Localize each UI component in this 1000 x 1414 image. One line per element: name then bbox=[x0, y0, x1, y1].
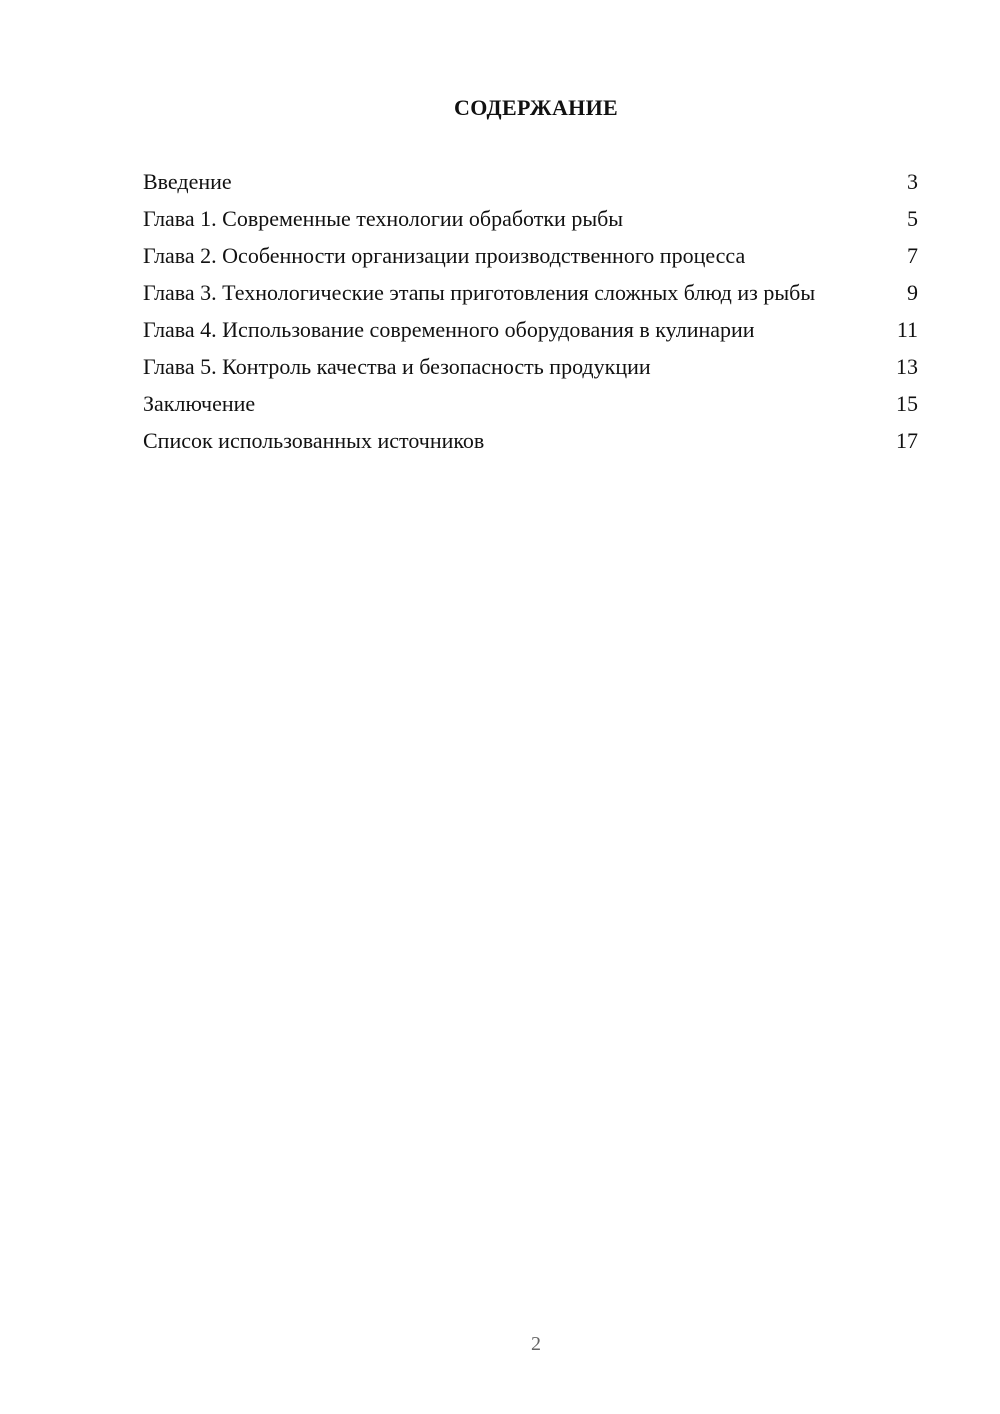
toc-entry-text: Заключение bbox=[143, 391, 256, 416]
toc-title: СОДЕРЖАНИЕ bbox=[454, 95, 618, 120]
toc-entry-text: Глава 5. Контроль качества и безопасность продукции bbox=[143, 354, 651, 379]
toc-entry-chapter-4 bbox=[143, 316, 918, 343]
table-of-contents bbox=[143, 168, 918, 464]
toc-entry-introduction bbox=[143, 168, 918, 195]
toc-entry-text: Глава 1. Современные технологии обработки рыбы bbox=[143, 206, 624, 231]
toc-entry-text: Введение bbox=[143, 169, 232, 194]
toc-entry-page: 5 bbox=[907, 206, 918, 231]
toc-entry-chapter-3 bbox=[143, 279, 918, 306]
toc-entry-page: 17 bbox=[896, 428, 918, 453]
toc-entry-conclusion bbox=[143, 390, 918, 417]
toc-entry-page: 13 bbox=[896, 354, 918, 379]
toc-entry-chapter-1 bbox=[143, 205, 918, 232]
toc-entry-page: 7 bbox=[907, 243, 918, 268]
toc-entry-text: Глава 3. Технологические этапы приготовления сложных блюд из рыбы bbox=[143, 280, 816, 305]
toc-entry-page: 11 bbox=[896, 317, 918, 342]
page-number: 2 bbox=[531, 1333, 541, 1355]
toc-entry-chapter-2 bbox=[143, 242, 918, 269]
toc-entry-page: 15 bbox=[896, 391, 918, 416]
toc-entry-chapter-5 bbox=[143, 353, 918, 380]
toc-entry-text: Глава 4. Использование современного оборудования в кулинарии bbox=[143, 317, 755, 342]
toc-entry-text: Список использованных источников bbox=[143, 428, 485, 453]
toc-entry-references bbox=[143, 427, 918, 454]
toc-entry-page: 9 bbox=[907, 280, 918, 305]
toc-entry-page: 3 bbox=[907, 169, 918, 194]
toc-entry-text: Глава 2. Особенности организации производственного процесса bbox=[143, 243, 746, 268]
